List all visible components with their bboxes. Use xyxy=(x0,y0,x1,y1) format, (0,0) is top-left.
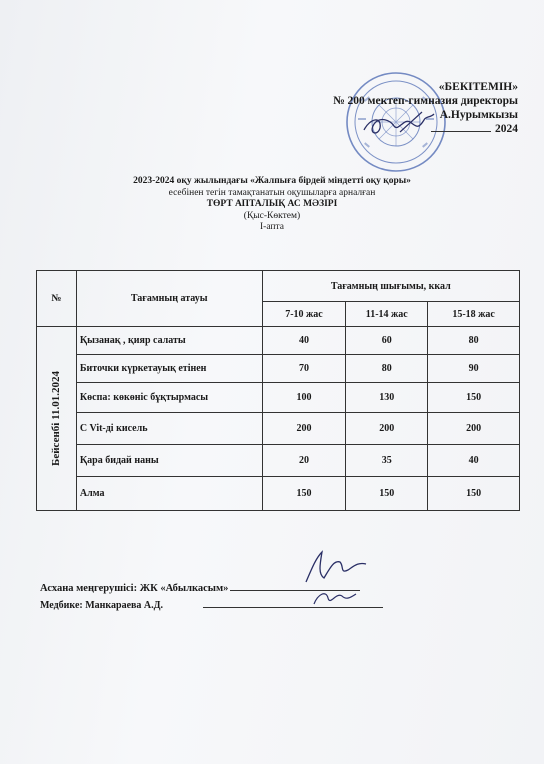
dish-name: Алма xyxy=(76,477,262,511)
dish-name: Биточки күркетауық етінен xyxy=(76,355,262,383)
approval-title: «БЕКІТЕМІН» xyxy=(438,81,518,93)
kcal-7-10: 200 xyxy=(262,413,346,445)
header-number: № xyxy=(37,271,77,327)
header-dish: Тағамның атауы xyxy=(76,271,262,327)
kcal-11-14: 200 xyxy=(346,413,428,445)
nurse-signature-line xyxy=(40,600,383,611)
chef-label: Асхана меңгерушісі: ЖК «Абылкасым» xyxy=(40,583,229,594)
nurse-label: Медбике: Манкараева А.Д. xyxy=(40,600,164,611)
approval-position: № 200 мектеп-гимназия директоры xyxy=(333,95,518,107)
header-age-15-18: 15-18 жас xyxy=(428,302,520,327)
kcal-11-14: 80 xyxy=(346,355,428,383)
kcal-15-18: 200 xyxy=(428,413,520,445)
kcal-11-14: 150 xyxy=(346,477,428,511)
kcal-7-10: 100 xyxy=(262,383,346,413)
heading-line-3: ТӨРТ АПТАЛЫҚ АС МӘЗІРІ xyxy=(206,199,338,209)
header-yield: Тағамның шығымы, ккал xyxy=(262,271,519,302)
dish-name: Көспа: көкөніс бұқтырмасы xyxy=(76,383,262,413)
dish-name: Қара бидай наны xyxy=(76,445,262,477)
director-signature-icon xyxy=(360,108,438,142)
approval-name: А.Нурымкызы xyxy=(439,109,518,121)
heading-line-4: (Қыс-Көктем) xyxy=(243,210,301,221)
table-row xyxy=(37,445,520,477)
menu-heading xyxy=(0,176,544,234)
kcal-15-18: 40 xyxy=(428,445,520,477)
dish-name: C Vit-ді кисель xyxy=(76,413,262,445)
table-row xyxy=(37,355,520,383)
chef-signature-line xyxy=(40,583,360,594)
kcal-15-18: 150 xyxy=(428,383,520,413)
kcal-15-18: 90 xyxy=(428,355,520,383)
table-row xyxy=(37,327,520,355)
menu-table xyxy=(36,270,520,511)
heading-line-2: есебінен тегін тамақтанатын оқушыларға арналған xyxy=(168,187,376,198)
kcal-7-10: 150 xyxy=(262,477,346,511)
heading-line-5: I-апта xyxy=(260,222,284,232)
day-label: Бейсенбі 11.01.2024 xyxy=(50,371,63,466)
kcal-15-18: 80 xyxy=(428,327,520,355)
header-age-7-10: 7-10 жас xyxy=(262,302,346,327)
kcal-11-14: 60 xyxy=(346,327,428,355)
approval-year: 2024 xyxy=(495,123,518,135)
table-row xyxy=(37,477,520,511)
kcal-7-10: 40 xyxy=(262,327,346,355)
kcal-11-14: 35 xyxy=(346,445,428,477)
chef-signature-icon xyxy=(300,548,370,588)
table-row xyxy=(37,413,520,445)
kcal-15-18: 150 xyxy=(428,477,520,511)
header-age-11-14: 11-14 жас xyxy=(346,302,428,327)
heading-line-1: 2023-2024 оқу жылындағы «Жалпыға бірдей міндетті оқу қоры» xyxy=(133,176,411,186)
table-row xyxy=(37,383,520,413)
kcal-7-10: 70 xyxy=(262,355,346,383)
dish-name: Қызанақ , қияр салаты xyxy=(76,327,262,355)
kcal-7-10: 20 xyxy=(262,445,346,477)
kcal-11-14: 130 xyxy=(346,383,428,413)
